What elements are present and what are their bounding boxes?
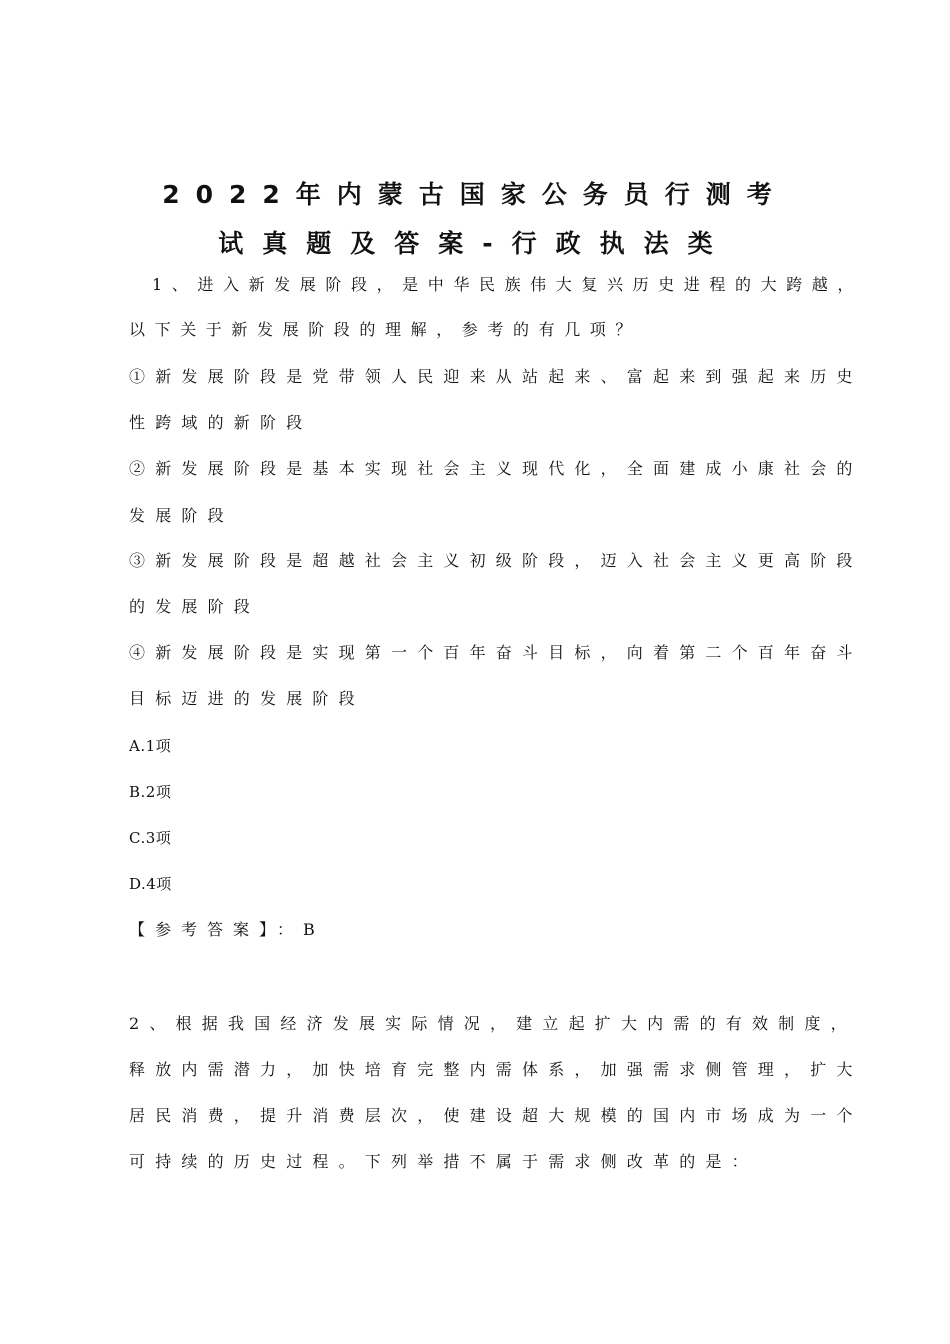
q1-option-d: D.4项 xyxy=(129,875,172,893)
q1-stem-line-1: 1、进入新发展阶段，是中华民族伟大复兴历史进程的大跨越， xyxy=(152,275,863,294)
q2-stem-line-4: 可持续的历史过程。下列举措不属于需求侧改革的是： xyxy=(129,1152,758,1171)
q1-answer: 【参考答案】：B xyxy=(129,920,325,939)
q2-stem-line-1: 2、根据我国经济发展实际情况，建立起扩大内需的有效制度， xyxy=(129,1014,857,1033)
q1-option-a: A.1项 xyxy=(129,737,172,755)
document-title-line-1: 2022年内蒙古国家公务员行测考 xyxy=(162,180,788,209)
q1-item-4-line-2: 目标迈进的发展阶段 xyxy=(129,689,365,708)
q2-stem-line-3: 居民消费，提升消费层次，使建设超大规模的国内市场成为一个 xyxy=(129,1106,863,1125)
q1-item-2-line-1: ②新发展阶段是基本实现社会主义现代化，全面建成小康社会的 xyxy=(129,459,863,478)
q1-item-3-line-1: ③新发展阶段是超越社会主义初级阶段，迈入社会主义更高阶段 xyxy=(129,551,863,570)
q1-item-1-line-1: ①新发展阶段是党带领人民迎来从站起来、富起来到强起来历史 xyxy=(129,367,863,386)
q1-item-1-line-2: 性跨域的新阶段 xyxy=(129,413,313,432)
document-title-line-2: 试真题及答案-行政执法类 xyxy=(218,229,732,258)
q1-option-b: B.2项 xyxy=(129,783,172,801)
q1-item-3-line-2: 的发展阶段 xyxy=(129,597,261,616)
q2-stem-line-2: 释放内需潜力，加快培育完整内需体系，加强需求侧管理，扩大 xyxy=(129,1060,863,1079)
q1-stem-line-2: 以下关于新发展阶段的理解，参考的有几项？ xyxy=(129,320,642,339)
q1-option-c: C.3项 xyxy=(129,829,172,847)
q1-item-2-line-2: 发展阶段 xyxy=(129,506,234,525)
q1-item-4-line-1: ④新发展阶段是实现第一个百年奋斗目标，向着第二个百年奋斗 xyxy=(129,643,863,662)
